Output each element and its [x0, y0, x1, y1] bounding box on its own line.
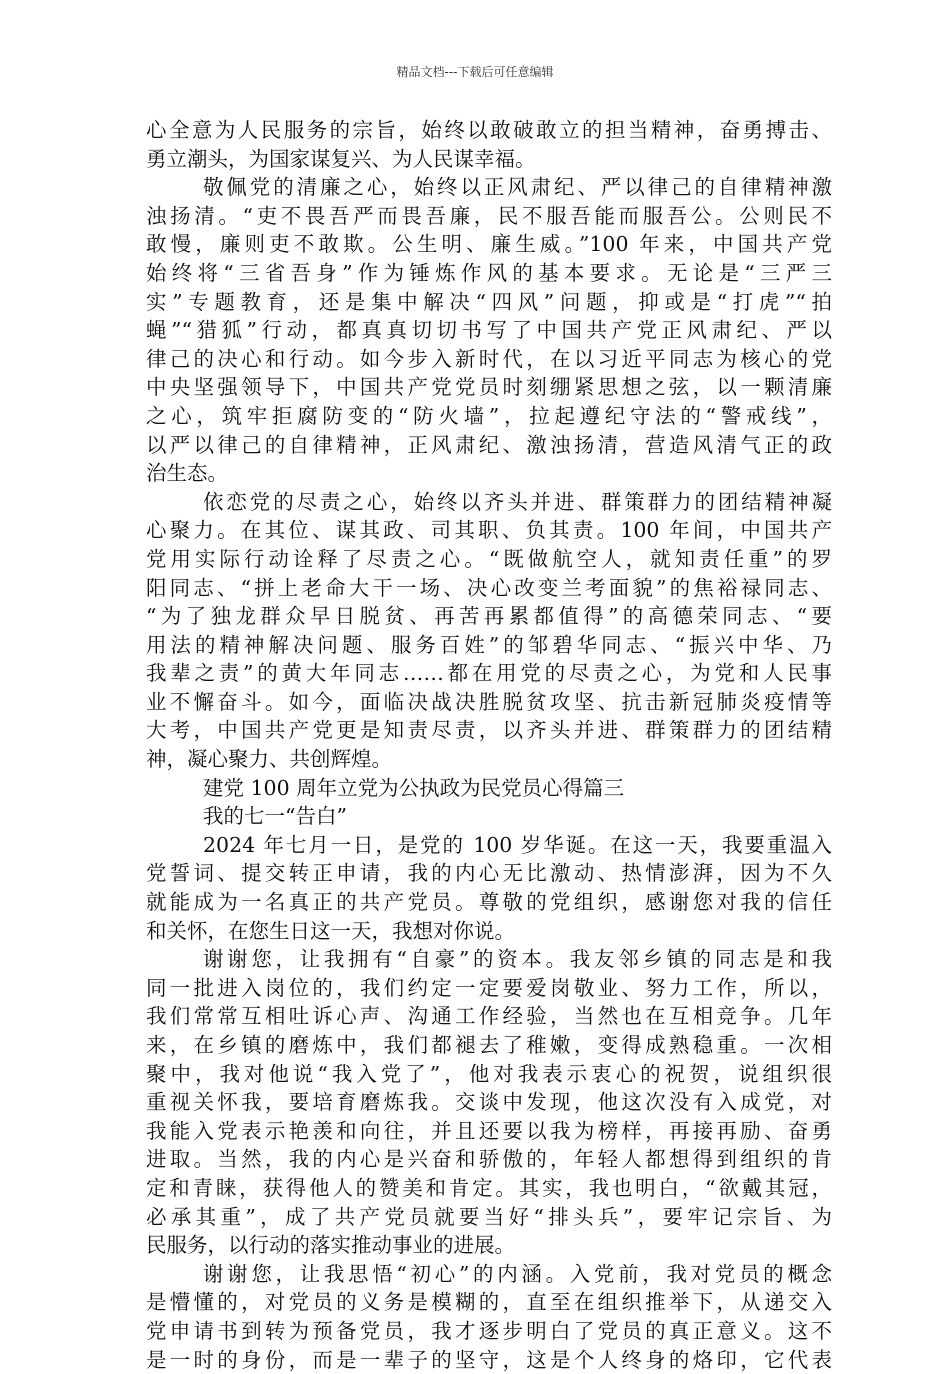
text-line: 始终将“三省吾身”作为锤炼作风的基本要求。无论是“三严三: [146, 260, 832, 285]
text-line: 以严以律己的自律精神，正风肃纪、激浊扬清，营造风清气正的政: [146, 432, 832, 457]
text-line: 我能入党表示艳羡和向往，并且还要以我为榜样，再接再励、奋勇: [146, 1118, 832, 1143]
text-line: 我辈之责”的黄大年同志……都在用党的尽责之心，为党和人民事: [146, 661, 832, 686]
text-line: 大考，中国共产党更是知责尽责，以齐头并进、群策群力的团结精: [146, 718, 832, 743]
text-line: 2024 年七月一日，是党的 100 岁华诞。在这一天，我要重温入: [203, 832, 832, 857]
text-line: 用法的精神解决问题、服务百姓”的邹碧华同志、“振兴中华、乃: [146, 632, 832, 657]
text-line: 神，凝心聚力、共创辉煌。: [146, 747, 392, 772]
text-line: 中央坚强领导下，中国共产党党员时刻绷紧思想之弦，以一颗清廉: [146, 375, 832, 400]
text-line: 律己的决心和行动。如今步入新时代，在以习近平同志为核心的党: [146, 346, 832, 371]
text-line: 来，在乡镇的磨炼中，我们都褪去了稚嫩，变得成熟稳重。一次相: [146, 1033, 832, 1057]
text-line: 敢慢，廉则吏不敢欺。公生明、廉生威。”100 年来，中国共产党: [146, 232, 832, 257]
text-line: 聚中，我对他说“我入党了”，他对我表示衷心的祝贺，说组织很: [146, 1061, 832, 1086]
text-line: 同一批进入岗位的，我们约定一定要爱岗敬业、努力工作，所以，: [146, 975, 832, 1000]
text-line: 和关怀，在您生日这一天，我想对你说。: [146, 918, 515, 943]
text-line: 实”专题教育，还是集中解决“四风”问题，抑或是“打虎”“拍: [146, 289, 832, 314]
text-line: 心全意为人民服务的宗旨，始终以敢破敢立的担当精神，奋勇搏击、: [146, 118, 832, 142]
section-title: 建党 100 周年立党为公执政为民党员心得篇三: [203, 775, 625, 800]
text-line: 进取。当然，我的内心是兴奋和骄傲的，年轻人都想得到组织的肯: [146, 1147, 832, 1172]
text-line: 敬佩党的清廉之心，始终以正风肃纪、严以律己的自律精神激: [203, 175, 832, 200]
text-line: “为了独龙群众早日脱贫、再苦再累都值得”的高德荣同志、“要: [146, 604, 832, 629]
text-line: 是一时的身份，而是一辈子的坚守，这是个人终身的烙印，它代表: [146, 1347, 832, 1372]
text-line: 业不懈奋斗。如今，面临决战决胜脱贫攻坚、抗击新冠肺炎疫情等: [146, 689, 832, 714]
text-line: 必承其重”，成了共产党员就要当好“排头兵”，要牢记宗旨、为: [146, 1204, 832, 1229]
text-line: 治生态。: [146, 461, 228, 486]
text-line: 党用实际行动诠释了尽责之心。“既做航空人，就知责任重”的罗: [146, 546, 832, 571]
text-line: 浊扬清。“吏不畏吾严而畏吾廉，民不服吾能而服吾公。公则民不: [146, 203, 832, 228]
text-line: 谢谢您，让我思悟“初心”的内涵。入党前，我对党员的概念: [203, 1261, 832, 1286]
text-line: 蝇”“猎狐”行动，都真真切切书写了中国共产党正风肃纪、严以: [146, 318, 832, 343]
text-line: 民服务，以行动的落实推动事业的进展。: [146, 1233, 515, 1258]
text-line: 我们常常互相吐诉心声、沟通工作经验，当然也在互相竞争。几年: [146, 1004, 832, 1029]
text-line: 阳同志、“拼上老命大干一场、决心改变兰考面貌”的焦裕禄同志、: [146, 575, 832, 600]
text-line: 重视关怀我，要培育磨炼我。交谈中发现，他这次没有入成党，对: [146, 1090, 832, 1115]
text-line: 就能成为一名真正的共产党员。尊敬的党组织，感谢您对我的信任: [146, 890, 832, 915]
text-line: 之心，筑牢拒腐防变的“防火墙”，拉起遵纪守法的“警戒线”，: [146, 403, 832, 428]
text-line: 是懵懂的，对党员的义务是模糊的，直至在组织推举下，从递交入: [146, 1290, 832, 1315]
text-line: 心聚力。在其位、谋其政、司其职、负其责。100 年间，中国共产: [146, 518, 832, 543]
text-line: 谢谢您，让我拥有“自豪”的资本。我友邻乡镇的同志是和我: [203, 947, 832, 972]
text-line: 党申请书到转为预备党员，我才逐步明白了党员的真正意义。这不: [146, 1318, 832, 1343]
text-line: 党誓词、提交转正申请，我的内心无比激动、热情澎湃，因为不久: [146, 861, 832, 886]
page-header: 精品文档---下载后可任意编辑: [396, 65, 554, 79]
text-line: 定和青睐，获得他人的赞美和肯定。其实，我也明白，“欲戴其冠，: [146, 1175, 832, 1200]
document-body: [146, 116, 832, 1374]
section-subtitle: 我的七一“告白”: [203, 804, 347, 829]
text-line: 依恋党的尽责之心，始终以齐头并进、群策群力的团结精神凝: [203, 489, 832, 514]
text-line: 勇立潮头，为国家谋复兴、为人民谋幸福。: [146, 146, 536, 171]
